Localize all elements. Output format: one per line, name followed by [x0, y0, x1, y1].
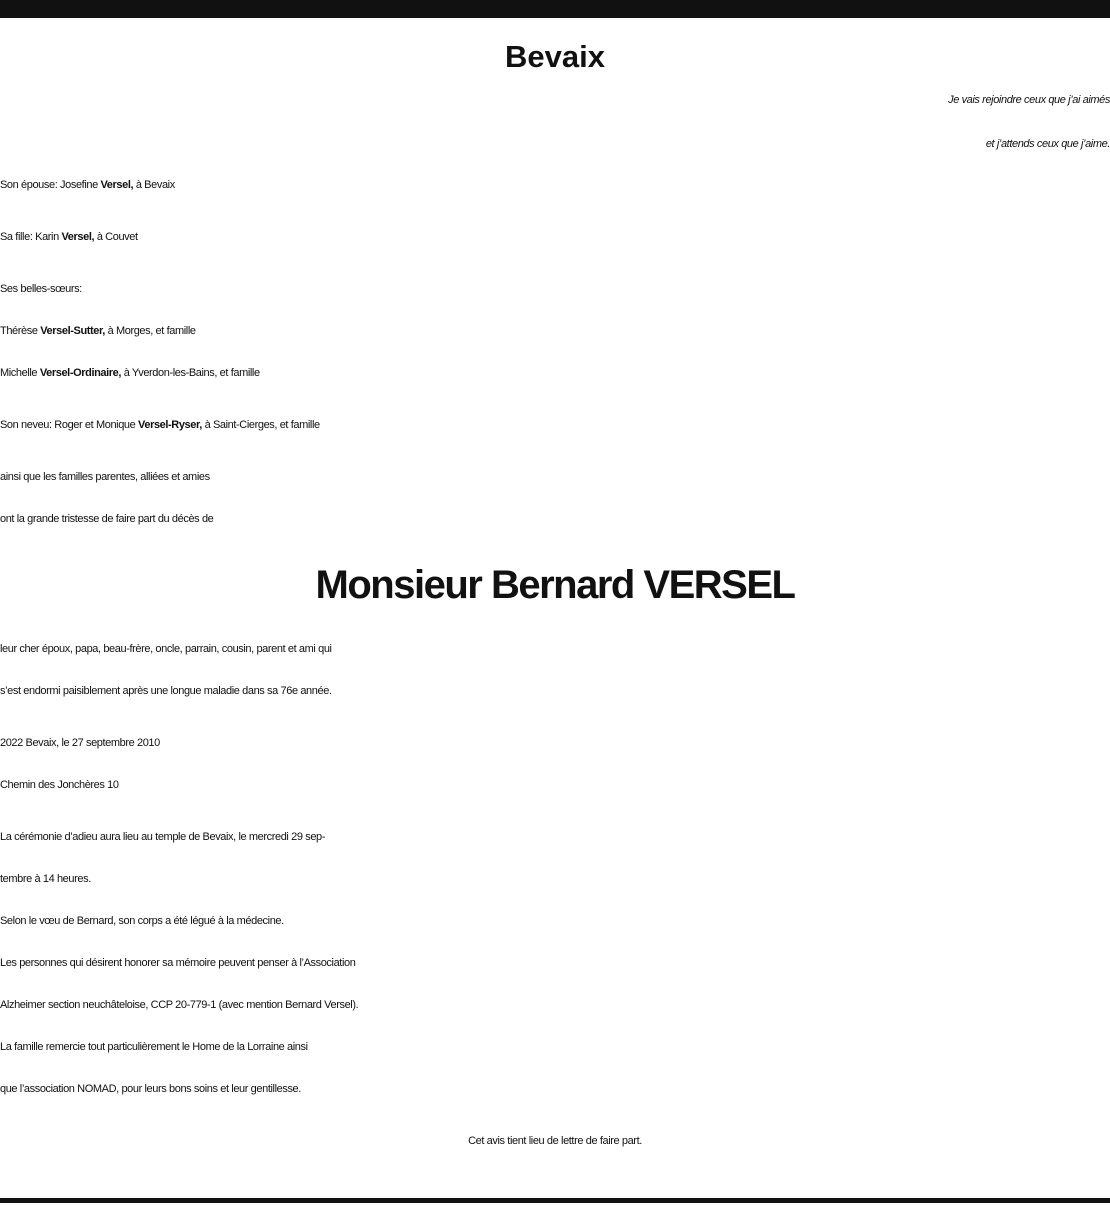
ceremony-line-7: que l’association NOMAD, pour leurs bons soins et leur gentillesse. — [0, 1083, 301, 1095]
daughter-name: Versel, — [61, 231, 95, 243]
daughter-prefix: Sa fille: Karin — [0, 231, 59, 243]
obituary-notice — [0, 36, 1110, 1162]
bottom-border — [0, 1198, 1110, 1203]
family-sister-2 — [0, 352, 1110, 394]
footer-note: Cet avis tient lieu de lettre de faire part. — [468, 1135, 642, 1147]
family-nephew — [0, 404, 1110, 446]
spouse-prefix: Son épouse: Josefine — [0, 179, 98, 191]
sister2-location: à Yverdon-les-Bains, et famille — [123, 367, 260, 379]
nephew-prefix: Son neveu: Roger et Monique — [0, 419, 136, 431]
family-spouse — [0, 164, 1110, 206]
quote-line-2: et j’attends ceux que j’aime. — [985, 138, 1110, 150]
ceremony-line-2: tembre à 14 heures. — [0, 873, 91, 885]
ceremony-line-3: Selon le vœu de Bernard, son corps a été légué à la médecine. — [0, 915, 284, 927]
nephew-name: Versel-Ryser, — [138, 419, 202, 431]
spouse-name: Versel, — [100, 179, 134, 191]
ceremony-line-4: Les personnes qui désirent honorer sa mémoire peuvent penser à l’Association — [0, 957, 356, 969]
sister2-prefix: Michelle — [0, 367, 38, 379]
nephew-location: à Saint-Cierges, et famille — [204, 419, 320, 431]
ceremony-line-5: Alzheimer section neuchâteloise, CCP 20-779-1 (avec mention Bernard Versel). — [0, 999, 359, 1011]
quote-line-1: Je vais rejoindre ceux que j’ai aimés — [948, 94, 1110, 106]
ceremony-line-6: La famille remercie tout particulièrement le Home de la Lorraine ainsi — [0, 1041, 308, 1053]
ceremony-line-1: La cérémonie d’adieu aura lieu au temple de Bevaix, le mercredi 29 sep- — [0, 831, 326, 843]
description-line-1: leur cher époux, papa, beau-frère, oncle, parrain, cousin, parent et ami qui — [0, 643, 332, 655]
sisters-in-law-label: Ses belles-sœurs: — [0, 283, 82, 295]
sister1-name: Versel-Sutter, — [40, 325, 105, 337]
family-sister-1 — [0, 310, 1110, 352]
others-line-1: ainsi que les familles parentes, alliées et amies — [0, 471, 210, 483]
sister1-location: à Morges, et famille — [107, 325, 196, 337]
address-line-2: Chemin des Jonchères 10 — [0, 779, 119, 791]
family-daughter — [0, 216, 1110, 258]
spouse-location: à Bevaix — [135, 179, 175, 191]
sister2-name: Versel-Ordinaire, — [39, 367, 122, 379]
description-line-2: s’est endormi paisiblement après une longue maladie dans sa 76e année. — [0, 685, 332, 697]
others-line-2: ont la grande tristesse de faire part du décès de — [0, 513, 214, 525]
address-line-1: 2022 Bevaix, le 27 septembre 2010 — [0, 737, 160, 749]
sister1-prefix: Thérèse — [0, 325, 38, 337]
place-heading: Bevaix — [505, 39, 605, 74]
deceased-name: Monsieur Bernard VERSEL — [315, 563, 795, 607]
daughter-location: à Couvet — [96, 231, 138, 243]
top-border — [0, 0, 1110, 18]
